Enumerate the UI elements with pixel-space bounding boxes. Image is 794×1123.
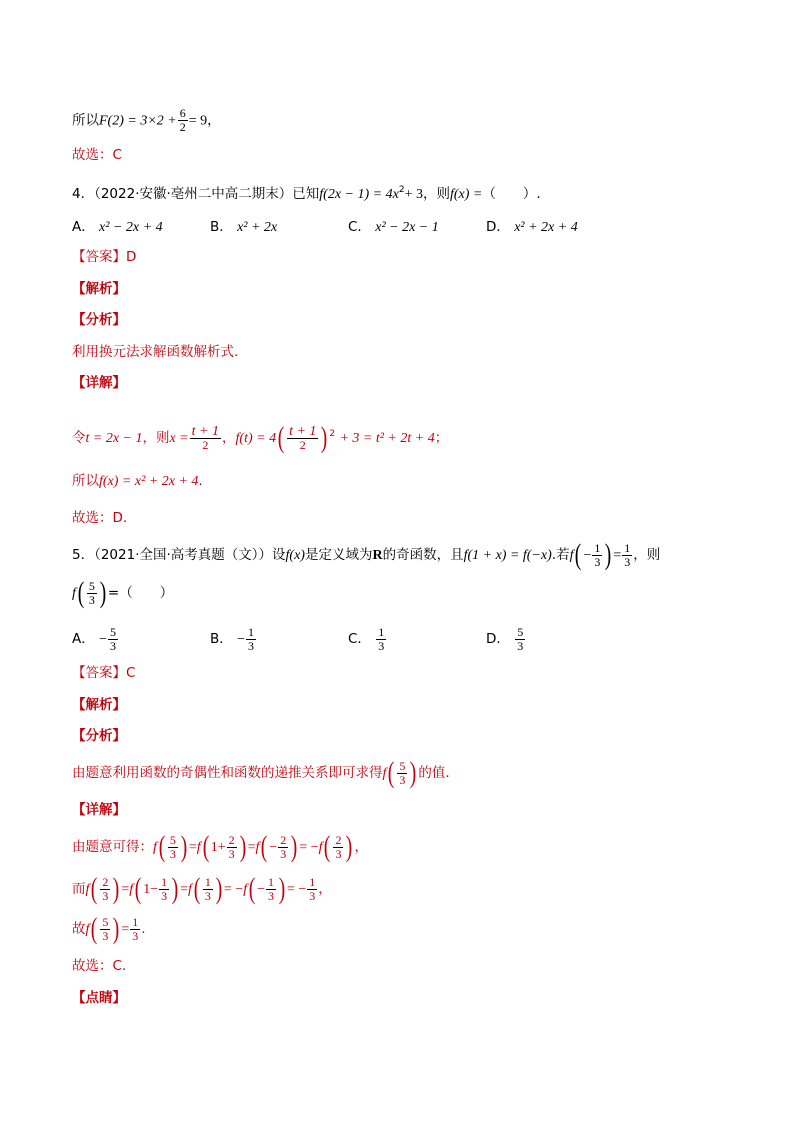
math: x =	[169, 431, 189, 446]
den: 2	[179, 120, 186, 134]
num: 6	[179, 106, 186, 120]
label: A．	[72, 631, 95, 647]
q5-option-a	[72, 624, 119, 655]
fraction	[190, 425, 221, 452]
math: f(x) =	[449, 187, 483, 202]
fraction	[108, 626, 118, 653]
label: D．	[486, 631, 510, 647]
math: f(x)	[285, 548, 305, 563]
text: ；	[434, 430, 449, 446]
math: f	[153, 840, 157, 855]
q5-guxuan: 故选：C.	[72, 958, 127, 974]
den: 3	[109, 638, 116, 653]
text: =（ ）	[107, 585, 174, 601]
fraction: $\frac{5}{3}$	[169, 832, 176, 861]
text: 而	[72, 881, 86, 897]
num: 1	[594, 540, 601, 555]
sup: 2	[398, 185, 405, 195]
math: =	[613, 548, 622, 563]
den: 3	[517, 638, 524, 653]
label: B．	[210, 631, 233, 647]
math: −	[99, 632, 107, 647]
math: x² + 2x + 4	[514, 220, 578, 235]
math: F(2) = 3×2 +	[99, 113, 177, 129]
right-paren: )	[321, 421, 328, 454]
q4-answer: 【答案】D	[72, 249, 137, 265]
den: 3	[88, 592, 95, 607]
math: x² + 2x	[237, 220, 278, 235]
num: t + 1	[191, 423, 220, 439]
right-paren: )	[180, 830, 188, 863]
q4-fenxi-text: 利用换元法求解函数解析式.	[72, 344, 239, 360]
den: 3	[399, 772, 406, 787]
text: ，	[222, 430, 236, 446]
text: ，	[207, 112, 221, 129]
right-paren: )	[410, 756, 417, 789]
text: 4．（2022·安徽·亳州二中高二期末）已知	[72, 186, 320, 202]
num: 1	[247, 624, 254, 639]
fraction	[515, 626, 525, 653]
q5-detail-3: 故f( $\frac{5}{3}$ ) = $\frac{1}{3}$ .	[72, 912, 146, 945]
q4-xiangjie: 【详解】	[72, 375, 126, 391]
text: 5．（2021·全国·高考真题（文））设	[72, 547, 286, 563]
q5-stem	[72, 540, 660, 571]
text: 由题意利用函数的奇偶性和函数的递推关系即可求得	[72, 765, 383, 781]
left-paren: (	[388, 756, 395, 789]
q5-jiexi: 【解析】	[72, 697, 126, 713]
q5-option-d	[486, 624, 526, 654]
left-paren: (	[575, 538, 582, 571]
right-paren: )	[99, 576, 107, 609]
q5-answer: 【答案】C	[72, 665, 136, 681]
label: B．	[210, 219, 233, 235]
q5-dianjing: 【点睛】	[72, 990, 126, 1006]
left-paren: (	[77, 576, 85, 609]
math: R	[372, 548, 383, 563]
fraction	[592, 542, 602, 569]
fraction	[287, 425, 318, 452]
q5-option-b	[210, 624, 257, 655]
num: 5	[109, 624, 116, 639]
q4-detail-line	[72, 420, 448, 453]
num: t + 1	[289, 423, 317, 439]
text: 由题意可得：	[72, 839, 153, 855]
q4-fenxi: 【分析】	[72, 312, 126, 328]
math: x² − 2x + 4	[99, 220, 163, 235]
text: 所以	[72, 112, 99, 129]
den: 2	[202, 437, 209, 452]
text: 故	[72, 921, 86, 937]
q4-jiexi: 【解析】	[72, 281, 126, 297]
label: A．	[72, 219, 95, 235]
math: f(t) = 4	[235, 431, 277, 446]
text: .	[198, 473, 203, 489]
left-paren: (	[277, 421, 285, 454]
q5-fenxi: 【分析】	[72, 728, 126, 744]
math: f(x) = x² + 2x + 4	[99, 474, 199, 489]
q5-stem-cont	[72, 578, 173, 609]
text: 的奇函数，且	[382, 547, 464, 563]
q4-option-a	[72, 217, 163, 238]
den: 3	[624, 554, 631, 569]
line-conclusion-f2	[72, 107, 221, 134]
q5-option-c	[348, 624, 387, 654]
q4-stem	[72, 180, 541, 205]
fraction	[397, 760, 407, 787]
q5-fenxi-text	[72, 758, 450, 789]
math: f	[569, 548, 574, 563]
math: f	[72, 586, 76, 601]
fraction	[87, 580, 97, 607]
num: 1	[624, 540, 631, 555]
text: 所以	[72, 473, 99, 489]
fraction	[178, 107, 188, 134]
label: D．	[486, 219, 510, 235]
q4-conclusion	[72, 471, 203, 492]
num: 5	[88, 578, 95, 593]
label: C．	[348, 219, 371, 235]
math: x² − 2x − 1	[375, 220, 439, 235]
math: = 9	[188, 113, 208, 129]
fraction	[622, 542, 632, 569]
left-paren: (	[158, 830, 166, 863]
q4-guxuan: 故选：D.	[72, 510, 128, 526]
math: + 3 = t² + 2t + 4	[339, 431, 435, 446]
fraction	[376, 626, 386, 653]
label: C．	[348, 631, 371, 647]
q4-option-d	[486, 217, 578, 238]
text: 的值.	[418, 765, 450, 781]
den: 3	[378, 638, 385, 653]
text: 是定义域为	[304, 547, 373, 563]
den: 2	[299, 437, 306, 452]
math: f	[382, 766, 387, 781]
den: 3	[594, 554, 601, 569]
q5-xiangjie: 【详解】	[72, 802, 126, 818]
q4-option-c	[348, 217, 439, 238]
sup: 2	[329, 429, 336, 439]
math: f(2x − 1) = 4x	[319, 187, 399, 202]
math: f(1 + x) = f(−x)	[463, 548, 552, 563]
math: + 3	[404, 187, 423, 202]
text: ，则	[422, 186, 450, 202]
num: 5	[517, 624, 524, 639]
math: −	[583, 548, 592, 563]
text: ，则	[142, 430, 170, 446]
q4-option-b	[210, 217, 277, 238]
fraction	[246, 626, 256, 653]
den: 3	[247, 638, 254, 653]
text: 令	[72, 430, 86, 446]
choice-line: 故选：C	[72, 147, 122, 163]
num: 1	[378, 624, 385, 639]
q5-detail-2: 而f( $\frac{2}{3}$ ) =f( 1− $\frac{1}{3}$ ) =f( $\frac{1}{3}$ ) = −f( − $\frac{1}{3}$ ) = − $\frac{1}{3}$ ，	[72, 872, 332, 905]
math: t = 2x − 1	[85, 431, 143, 446]
math: −	[237, 632, 245, 647]
text: （ ）.	[482, 186, 541, 202]
right-paren: )	[605, 538, 612, 571]
text: .若	[551, 547, 570, 563]
text: ，则	[633, 547, 661, 563]
q5-detail-1: 由题意可得：f( $\frac{5}{3}$ ) =f( 1+ $\frac{2}{3}$ ) =f( − $\frac{2}{3}$ ) = −f( $\frac{2}{3}$ ) ，	[72, 830, 368, 863]
num: 5	[399, 758, 406, 773]
